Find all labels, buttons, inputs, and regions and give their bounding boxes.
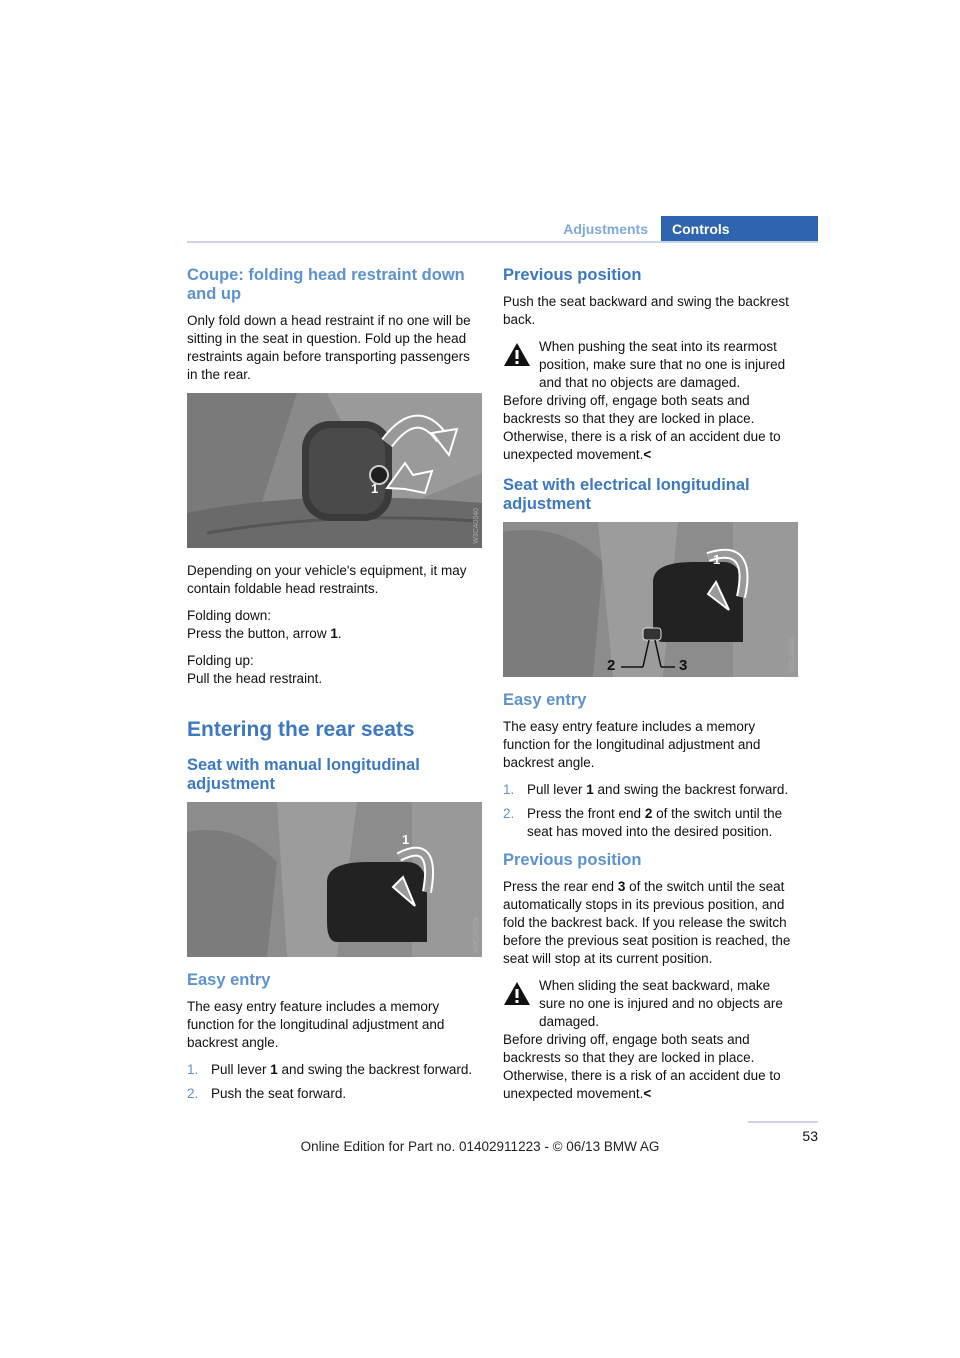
warning-2-text: When sliding the seat backward, make sure no one is injured and no objects are damaged.: [539, 978, 783, 1029]
figure-callout-1: 1: [402, 832, 410, 847]
page-number: 53: [802, 1128, 818, 1144]
warning-block-1: [503, 338, 800, 392]
warning-icon: [503, 342, 531, 367]
heading-easy-entry-2: Easy entry: [503, 691, 587, 709]
warning-block-2: [503, 977, 800, 1031]
footer-rule: [748, 1121, 818, 1123]
folding-up-text: Pull the head restraint.: [187, 671, 323, 686]
figure-code: W3CA0024: [473, 917, 480, 953]
heading-easy-entry: Easy entry: [187, 971, 271, 989]
head-restraint-illustration: [187, 393, 482, 548]
end-mark: <: [643, 447, 652, 462]
para-folding-up: [187, 652, 484, 688]
figure-callout-3: 3: [679, 657, 688, 674]
folding-down-text: Press the button, arrow: [187, 626, 327, 641]
step-item: 1. Pull lever 1 and swing the backrest forward.: [503, 782, 789, 797]
para-easy-entry: The easy entry feature includes a memory function for the longitudinal adjustment and backrest angle.: [187, 999, 445, 1050]
footer-text: Online Edition for Part no. 01402911223 - © 06/13 BMW AG: [300, 1139, 660, 1154]
heading-previous-position: Previous position: [503, 266, 642, 284]
figure-electric-seat: [503, 522, 798, 677]
figure-code: W3CA0040: [473, 508, 480, 544]
heading-coupe: Coupe: folding head restraint down and up: [187, 266, 465, 303]
right-column: [503, 266, 800, 1115]
left-column: [187, 266, 484, 1113]
para-easy-entry-2: The easy entry feature includes a memory function for the longitudinal adjustment and backrest angle.: [503, 719, 761, 770]
heading-previous-position-2: Previous position: [503, 851, 642, 869]
figure-code: W3CA0045: [789, 637, 796, 673]
heading-electrical: Seat with electrical longitudinal adjustment: [503, 476, 750, 513]
heading-manual: Seat with manual longitudinal adjustment: [187, 756, 420, 793]
folding-up-label: Folding up:: [187, 653, 254, 668]
manual-seat-illustration: [187, 802, 482, 957]
electric-seat-illustration: [503, 522, 798, 677]
header-tab: Controls: [661, 216, 818, 242]
step-item: 1. Pull lever 1 and swing the backrest forward.: [187, 1062, 473, 1077]
warning-2-continued: Before driving off, engage both seats and backrests so that they are locked in place. Otherwise, there is a risk of an accident due to unexpected movement.<: [503, 1032, 781, 1101]
header-section: Adjustments: [563, 221, 648, 237]
figure-manual-seat: [187, 802, 482, 957]
warning-1-text: When pushing the seat into its rearmost position, make sure that no one is injured and that no objects are damaged.: [539, 339, 786, 390]
steps-electric: [503, 781, 800, 841]
step-item: 2. Press the front end 2 of the switch until the seat has moved into the desired position.: [503, 806, 783, 839]
folding-down-label: Folding down:: [187, 608, 272, 623]
step-item: 2. Push the seat forward.: [187, 1086, 347, 1101]
figure-head-restraint: [187, 393, 482, 548]
warning-1-continued: Before driving off, engage both seats and backrests so that they are locked in place. Otherwise, there is a risk of an accident due to unexpected movement.<: [503, 393, 781, 462]
warning-icon: [503, 981, 531, 1006]
end-mark: <: [643, 1086, 652, 1101]
para-coupe: Only fold down a head restraint if no one will be sitting in the seat in question. Fold up the head restraints again before transporting passengers in the rear.: [187, 313, 471, 382]
steps-manual: [187, 1061, 484, 1103]
para-folding-down: Folding down: Press the button, arrow 1.: [187, 608, 342, 641]
figure-callout-1: 1: [713, 552, 721, 567]
para-previous-2: Press the rear end 3 of the switch until the seat automatically stops in its previous position, and fold the backrest back. If you release the switch before the previous seat position is reached, the seat will stop at its current position.: [503, 879, 791, 966]
para-depending: Depending on your vehicle's equipment, it may contain foldable head restraints.: [187, 563, 467, 596]
heading-entering: Entering the rear seats: [187, 718, 415, 741]
folding-down-arrow-num: 1: [330, 626, 338, 641]
header-rule: [187, 241, 818, 243]
figure-callout-2: 2: [607, 657, 616, 674]
para-previous: Push the seat backward and swing the backrest back.: [503, 294, 789, 327]
figure-callout-1: 1: [371, 481, 379, 496]
